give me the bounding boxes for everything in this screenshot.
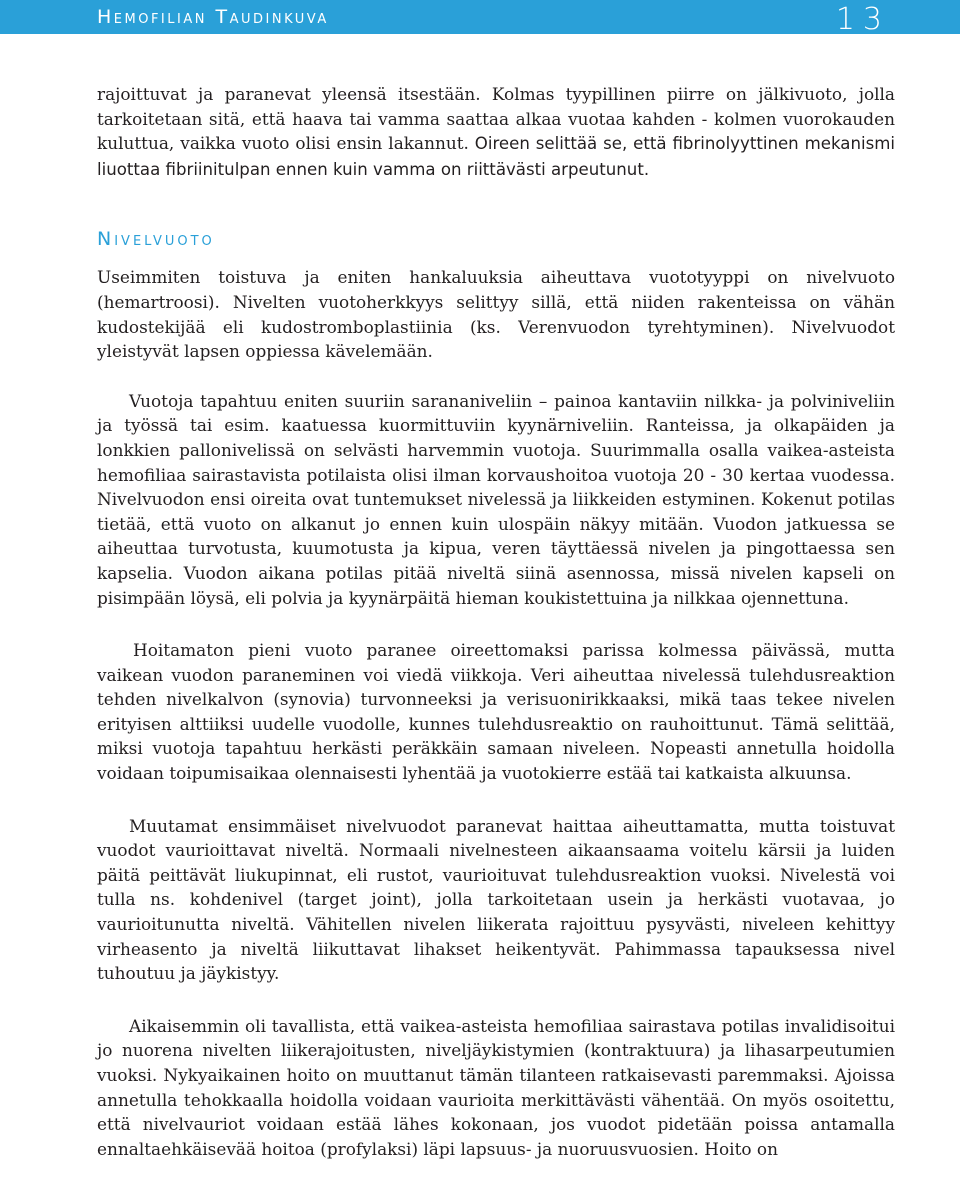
header-bar [0,0,960,37]
paragraph: Muutamat ensimmäiset nivelvuodot paranevat haittaa aiheuttamatta, mutta toistuvat vuodot vaurioittavat niveltä. Normaali nivelnesteen aikaansaama voitelu kärsii ja luiden päitä peittävät liukupinnat, eli rustot, vaurioituvat tulehdusreaktion vuoksi. Nivelestä voi tulla ns. kohdenivel (target joint), jolla tarkoitetaan usein ja herkästi vuotavaa, jo vaurioitunutta niveltä. Vähitellen nivelen liikerata rajoittuu pysyvästi, niveleen kehittyy virheasento ja niveltä liikuttavat lihakset heikentyvät. Pahimmassa tapauksessa nivel tuhoutuu ja jäykistyy. [97,815,895,984]
paragraph: Aikaisemmin oli tavallista, että vaikea-asteista hemofiliaa sairastava potilas invalidisoitui jo nuorena nivelten liikerajoitusten, niveljäykistymien (kontraktuura) ja lihasarpeutumien vuoksi. Nykyaikainen hoito on muuttanut tämän tilanteen ratkaisevasti paremmaksi. Ajoissa annetulla tehokkaalla hoidolla voidaan vaurioita merkittävästi vähentää. On myös osoitettu, että nivelvauriot voidaan estää lähes kokonaan, jos vuodot pidetään poissa antamalla ennaltaehkäisevää hoitoa (profylaksi) läpi lapsuus- ja nuoruusvuosien. Hoito on [97,1015,895,1159]
page-content [97,82,895,1161]
paragraph: Hoitamaton pieni vuoto paranee oireettomaksi parissa kolmessa päivässä, mutta vaikean vuodon paraneminen voi viedä viikkoja. Veri aiheuttaa nivelessä tulehdusreaktion tehden nivelkalvon (synovia) turvonneeksi ja verisuonirikkaaksi, mikä taas tekee nivelen erityisen alttiiksi uudelle vuodolle, kunnes tulehdusreaktio on rauhoittunut. Tämä selittää, miksi vuotoja tapahtuu herkästi peräkkäin samaan niveleen. Nopeasti annetulla hoidolla voidaan toipumisaikaa olennaisesti lyhentää ja vuotokierre estää tai katkaista alkuunsa. [97,640,895,784]
paragraph: Useimmiten toistuva ja eniten hankaluuksia aiheuttava vuototyyppi on nivelvuoto (hemartroosi). Nivelten vuotoherkkyys selittyy sillä, että niiden rakenteissa on vähän kudostekijää eli kudostromboplastiinia (ks. Verenvuodon tyrehtyminen). Nivelvuodot yleistyvät lapsen oppiessa kävelemään. [97,267,895,362]
page-number: 13 [835,2,890,37]
chapter-title: Hemofilian Taudinkuva [97,6,329,28]
intro-text: rajoittuvat ja paranevat yleensä itsestään. Kolmas tyypillinen piirre on jälkivuoto, jolla tarkoitetaan sitä, että haava tai vamma saattaa alkaa vuotaa kahden - kolmen vuorokauden kuluttua, vaikka vuoto olisi ensin lakannut. [97,84,895,154]
paragraph: Vuotoja tapahtuu eniten suuriin sarananiveliin – painoa kantaviin nilkka- ja polviniveliin ja työssä tai esim. kaatuessa kuormittuviin kyynärniveliin. Ranteissa, ja olkapäiden ja lonkkien pallonivelissä on selvästi harvemmin vuotoja. Suurimmalla osalla vaikea-asteista hemofiliaa sairastavista potilaista olisi ilman korvaushoitoa vuotoja 20 - 30 kertaa vuodessa. Nivelvuodon ensi oireita ovat tuntemukset nivelessä ja liikkeiden estyminen. Kokenut potilas tietää, että vuoto on alkanut jo ennen kuin ulospäin näkyy mitään. Vuodon jatkuessa se aiheuttaa turvotusta, kuumotusta ja kipua, veren täyttäessä nivelen ja pingottaessa sen kapselia. Vuodon aikana potilas pitää niveltä siinä asennossa, missä nivelen kapseli on pisimpään löysä, eli polvia ja kyynärpäitä hieman koukistettuina ja nilkkaa ojennettuna. [97,390,895,608]
section-heading: Nivelvuoto [97,228,215,251]
intro-paragraph [97,82,895,182]
intro-text-sans: Oireen selittää se, että fibrinolyyttinen mekanismi liuottaa fibriinitulpan ennen kuin vamma on riittävästi arpeutunut. [97,134,896,179]
